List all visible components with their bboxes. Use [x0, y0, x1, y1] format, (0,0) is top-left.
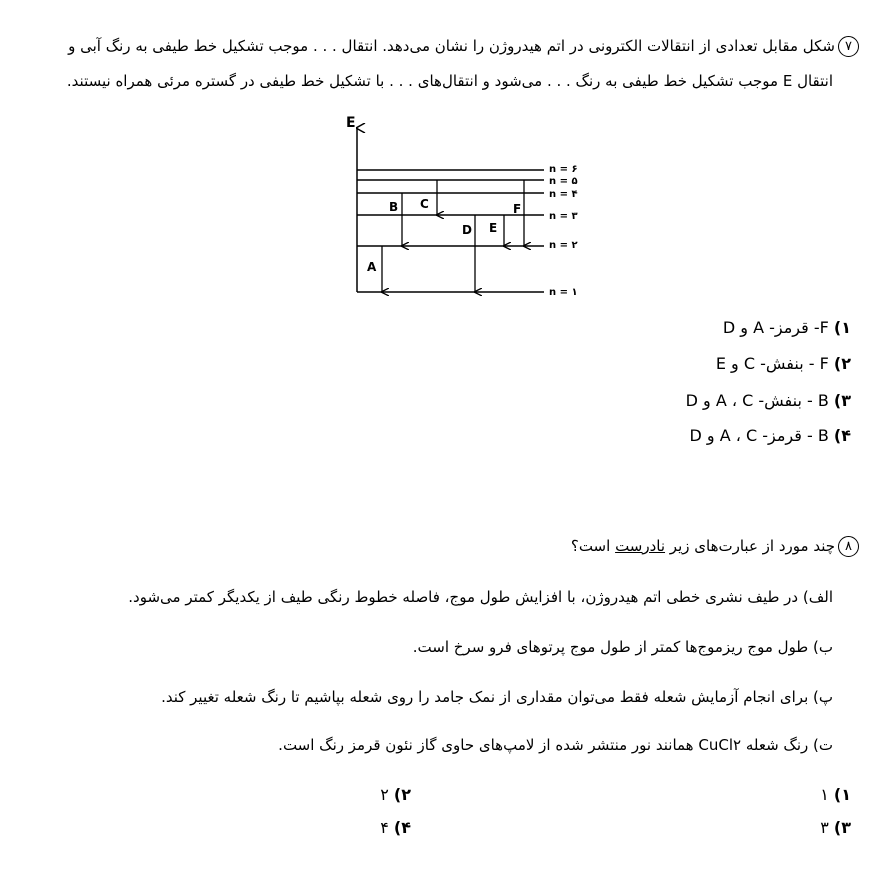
q7-option-4-text: B - قرمز- A ، C و D: [689, 426, 829, 445]
level-label-4: n = ۴: [549, 189, 578, 200]
q7-line1: [68, 36, 859, 57]
q8-prompt: [571, 536, 859, 557]
q7-option-4-num: ۴): [833, 426, 851, 445]
q7-option-2[interactable]: [716, 354, 851, 373]
q8-statement-alef: الف) در طیف نشری خطی اتم هیدروژن، با افزایش طول موج، فاصله خطوط رنگی طیف از یکدیگر کمتر می‌شود.: [128, 588, 833, 606]
q8-option-1-num: ۱): [833, 785, 851, 804]
q8-option-1-text: ۱: [820, 785, 829, 804]
q7-option-3-text: B - بنفش- A ، C و D: [685, 391, 829, 410]
transition-d-label: D: [462, 223, 472, 237]
q8-option-1[interactable]: [820, 785, 851, 804]
q8-option-2-text: ۲: [380, 785, 389, 804]
q7-line2: انتقال E موجب تشکیل خط طیفی به رنگ . . . می‌شود و انتقال‌های . . . با تشکیل خط طیفی در گستره مرئی همراه نیستند.: [66, 72, 833, 90]
q8-option-4-num: ۴): [393, 818, 411, 837]
q8-option-2[interactable]: [380, 785, 411, 804]
q8-option-4-text: ۴: [380, 818, 389, 837]
q8-statement-be: ب) طول موج ریزموج‌ها کمتر از طول موج پرتوهای فرو سرخ است.: [412, 638, 833, 656]
level-label-1: n = ۱: [549, 287, 578, 298]
level-label-6: n = ۶: [549, 164, 578, 175]
q8-statement-pe: پ) برای انجام آزمایش شعله فقط می‌توان مقداری از نمک جامد را روی شعله بپاشیم تا رنگ شعله تغییر کند.: [161, 688, 833, 706]
q7-option-2-text: F - بنفش- C و E: [715, 354, 829, 373]
q8-number: ۸: [838, 536, 859, 557]
q7-number: ۷: [838, 36, 859, 57]
level-label-5: n = ۵: [549, 176, 578, 187]
q7-text-line1: شکل مقابل تعدادی از انتقالات الکترونی در اتم هیدروژن را نشان می‌دهد. انتقال . . . موجب تشکیل خط طیفی به رنگ آبی و: [68, 37, 835, 55]
q8-option-3[interactable]: [820, 818, 851, 837]
q8-prompt-after: است؟: [570, 537, 616, 555]
transition-f-label: F: [513, 202, 522, 216]
q8-option-3-text: ۳: [820, 818, 829, 837]
transition-e-label: E: [489, 221, 498, 235]
q8-statement-te: ت) رنگ شعله CuCl۲ همانند نور منتشر شده از لامپ‌های حاوی گاز نئون قرمز رنگ است.: [278, 736, 833, 754]
transition-a-label: A: [367, 260, 377, 274]
q8-prompt-underlined: نادرست: [615, 537, 666, 555]
q8-option-3-num: ۳): [833, 818, 851, 837]
q7-option-1-text: F- قرمز- A و D: [722, 318, 829, 337]
transition-c-label: C: [420, 197, 429, 211]
level-label-3: n = ۳: [549, 211, 578, 222]
transition-b-label: B: [389, 200, 399, 214]
q8-option-2-num: ۲): [393, 785, 411, 804]
q7-option-1-num: ۱): [833, 318, 851, 337]
q7-option-3-num: ۳): [833, 391, 851, 410]
q7-option-1[interactable]: [723, 318, 851, 337]
level-label-2: n = ۲: [549, 240, 578, 251]
q7-option-3[interactable]: [686, 391, 851, 410]
q8-prompt-before: چند مورد از عبارت‌های زیر: [665, 537, 835, 555]
q7-option-2-num: ۲): [833, 354, 851, 373]
axis-label-e: E: [346, 115, 356, 131]
q8-option-4[interactable]: [380, 818, 411, 837]
q7-option-4[interactable]: [689, 426, 851, 445]
energy-level-diagram: [340, 110, 600, 300]
